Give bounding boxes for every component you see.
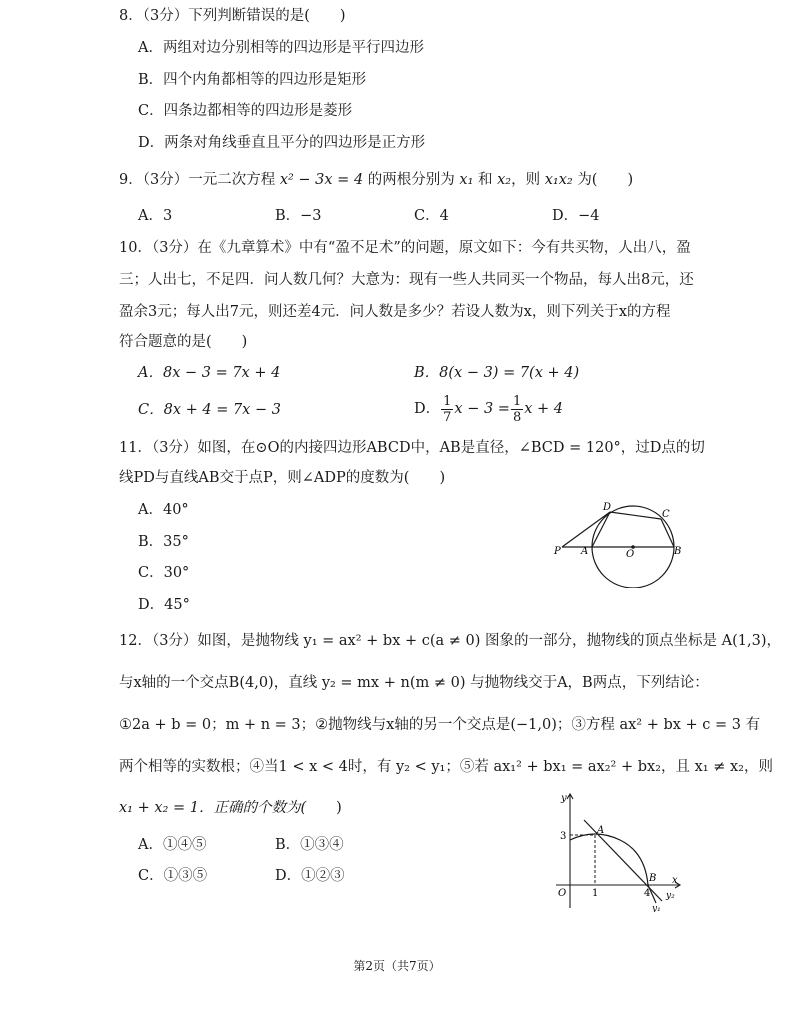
q9-lead: 9．（3分）一元二次方程 — [119, 172, 276, 188]
q9-option-d: D．−4 — [552, 208, 600, 224]
q9-option-b: B．−3 — [275, 208, 322, 224]
q9-product: x₁x₂ — [544, 172, 573, 188]
q11-line1: 11．（3分）如图，在⊙O的内接四边形ABCD中，AB是直径，∠BCD = 120°，过D点的切 — [119, 440, 705, 456]
q10-line4 — [119, 332, 247, 352]
parabola-figure — [548, 790, 688, 912]
fraction-one-seventh — [441, 394, 453, 425]
page-footer: 第2页（共7页） — [353, 959, 441, 973]
q11-option-a: A．40° — [138, 502, 189, 518]
chord-da — [592, 512, 610, 547]
q8-option-b: B．四个内角都相等的四边形是矩形 — [138, 72, 367, 88]
fraction-one-eighth — [511, 394, 523, 425]
label-c: C — [662, 509, 670, 520]
q12-line5-text: x₁ + x₂ = 1．正确的个数为( — [119, 800, 307, 816]
q10-option-d-end: x + 4 — [524, 401, 564, 417]
q9-option-a: A．3 — [138, 208, 173, 224]
label-y: y — [561, 793, 567, 804]
q11-close: ) — [439, 470, 446, 486]
frac1-num: 1 — [443, 393, 452, 409]
q8-option-a: A．两组对边分别相等的四边形是平行四边形 — [138, 40, 424, 56]
q9-equation: x² − 3x = 4 — [279, 172, 364, 188]
label-b: B — [649, 873, 657, 884]
label-4: 4 — [644, 888, 651, 899]
q10-line1: 10．（3分）在《九章算术》中有“盈不足术”的问题，原文如下：今有共买物，人出八，盈 — [119, 240, 691, 256]
q12-line3: ①2a + b = 0；m + n = 3；②抛物线与x轴的另一个交点是(−1,0)；③方程 ax² + bx + c = 3 有 — [119, 717, 761, 733]
frac2-den: 8 — [512, 409, 522, 425]
q8-option-d: D．两条对角线垂直且平分的四边形是正方形 — [138, 135, 426, 151]
q12-option-d: D．①②③ — [275, 868, 345, 884]
circle-quadrilateral-figure — [548, 498, 688, 588]
q8-close: ) — [339, 8, 346, 24]
label-1: 1 — [592, 888, 599, 899]
q10-line3: 盈余3元；每人出7元，则还差4元．问人数是多少？若设人数为x，则下列关于x的方程 — [119, 304, 671, 320]
q9-root2: x₂ — [497, 172, 512, 188]
q10-line4-text: 符合题意的是( — [119, 334, 212, 350]
q8-stem-text: 8．（3分）下列判断错误的是( — [119, 8, 310, 24]
frac1-den: 7 — [443, 409, 452, 425]
q8-stem — [119, 6, 346, 26]
label-x: x — [672, 875, 678, 886]
label-a: A — [597, 825, 605, 836]
q12-line2: 与x轴的一个交点B(4,0)，直线 y₂ = mx + n(m ≠ 0) 与抛物线交于A，B两点，下列结论： — [119, 675, 709, 691]
q12-close: ) — [336, 800, 342, 816]
q12-option-b: B．①③④ — [275, 837, 344, 853]
q9-stem — [119, 170, 633, 190]
q9-close: ) — [627, 172, 634, 188]
q12-line1: 12．（3分）如图，是抛物线 y₁ = ax² + bx + c(a ≠ 0) 图象的一部分，抛物线的顶点坐标是 A(1,3)， — [119, 633, 781, 649]
q10-option-d-mid: x − 3 = — [454, 401, 510, 417]
q9-and: 和 — [478, 172, 493, 188]
q10-option-b: B．8(x − 3) = 7(x + 4) — [414, 365, 580, 381]
q10-close: ) — [241, 334, 248, 350]
q12-line4: 两个相等的实数根；④当1 < x < 4时，有 y₂ < y₁；⑤若 ax₁² + bx₁ = ax₂² + bx₂，且 x₁ ≠ x₂，则 — [119, 759, 773, 775]
chord-dc — [610, 512, 661, 519]
q12-option-a: A．①④⑤ — [138, 837, 207, 853]
tangent-pd — [562, 512, 610, 547]
q12-line5 — [119, 798, 342, 818]
q9-then: ，则 — [511, 172, 541, 188]
q12-option-c: C．①③⑤ — [138, 868, 208, 884]
q9-option-c: C．4 — [414, 208, 449, 224]
label-y1: y₁ — [652, 904, 661, 912]
q9-wei: 为( — [577, 172, 598, 188]
q9-mid: 的两根分别为 — [367, 172, 455, 188]
label-y2: y₂ — [666, 891, 675, 901]
q9-root1: x₁ — [459, 172, 474, 188]
q10-option-d — [414, 392, 563, 426]
label-3: 3 — [560, 831, 567, 842]
q11-option-c: C．30° — [138, 565, 190, 581]
q10-line2: 三；人出七，不足四．问人数几何？大意为：现有一些人共同买一个物品，每人出8元，还 — [119, 272, 694, 288]
label-o: O — [626, 549, 635, 560]
q11-line2-text: 线PD与直线AB交于点P，则∠ADP的度数为( — [119, 470, 410, 486]
frac2-num: 1 — [512, 393, 522, 409]
q11-line2 — [119, 468, 445, 488]
label-p: P — [554, 546, 561, 557]
q10-option-c: C．8x + 4 = 7x − 3 — [138, 402, 281, 418]
q8-option-c: C．四条边都相等的四边形是菱形 — [138, 103, 353, 119]
q10-option-d-label: D． — [414, 401, 441, 417]
label-b: B — [674, 546, 682, 557]
q10-option-a: A．8x − 3 = 7x + 4 — [138, 365, 281, 381]
label-o: O — [558, 888, 567, 899]
label-a: A — [581, 546, 589, 557]
q11-option-b: B．35° — [138, 534, 189, 550]
label-d: D — [603, 502, 612, 513]
q11-option-d: D．45° — [138, 597, 190, 613]
